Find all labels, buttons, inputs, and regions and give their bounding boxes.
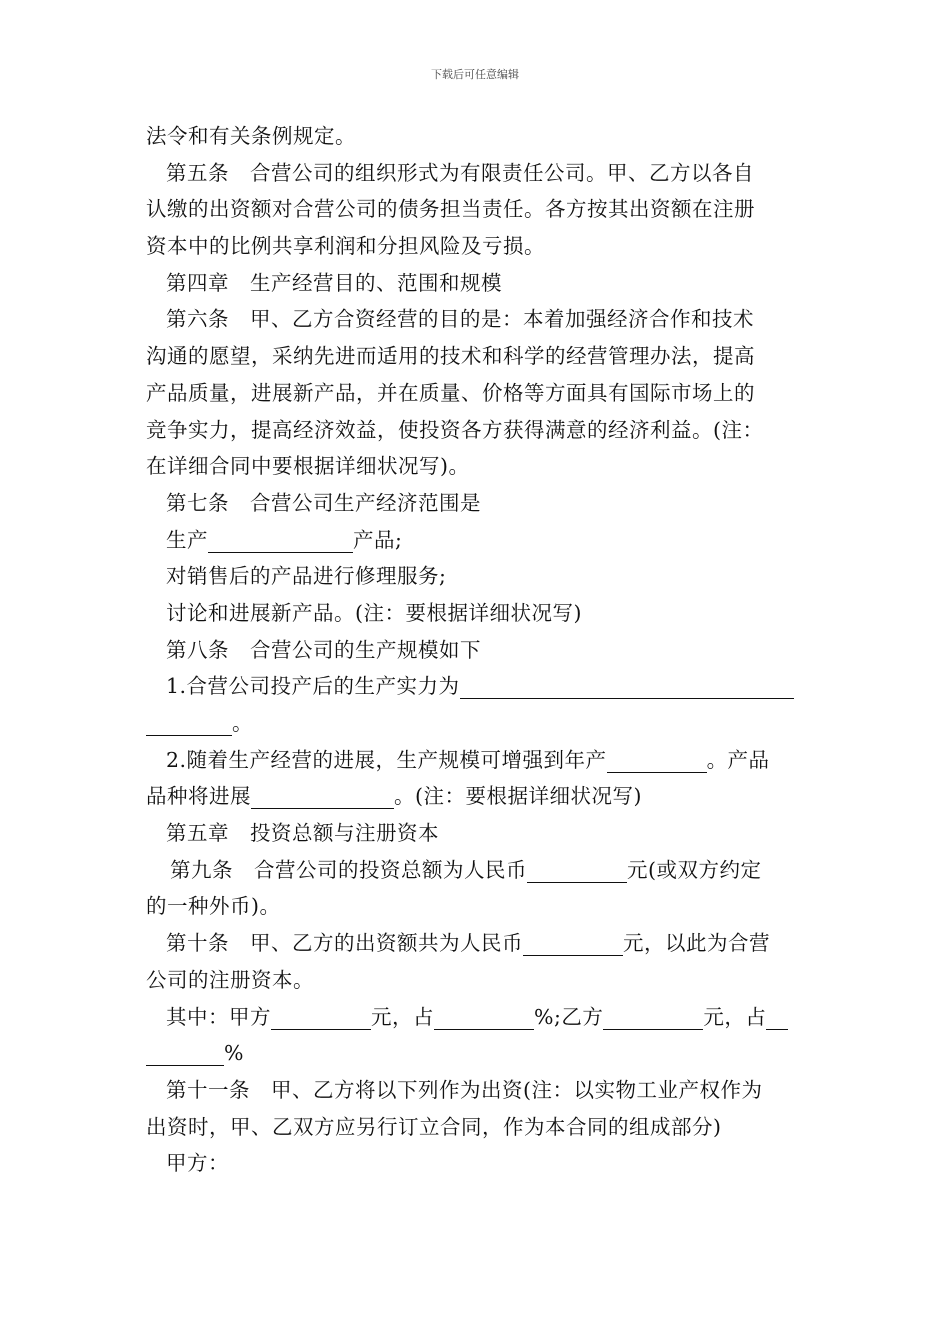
text-line: 法令和有关条例规定。 [146,124,356,148]
fill-blank[interactable] [766,1005,788,1030]
text-line: 甲方： [166,1151,229,1176]
article-5-line: 第五条 合营公司的组织形式为有限责任公司。甲、乙方以各自 [166,160,754,185]
text-span: 2.随着生产经营的进展，生产规模可增强到年产 [166,747,607,772]
text-line [146,999,810,1036]
fill-blank[interactable] [271,1005,371,1030]
article-8-line: 第八条 合营公司的生产规模如下 [166,637,481,662]
text-line: 讨论和进展新产品。(注：要根据详细状况写) [166,600,582,625]
text-line: 沟通的愿望，采纳先进而适用的技术和科学的经营管理办法，提高 [146,344,755,369]
text-line [146,778,810,815]
text-span: 。产品 [706,747,770,772]
text-span: 元，以此为合营 [623,931,770,956]
text-line: 对销售后的产品进行修理服务; [166,564,447,589]
text-line: 产品质量，进展新产品，并在质量、价格等方面具有国际市场上的 [146,380,755,405]
article-6-line: 第六条 甲、乙方合资经营的目的是：本着加强经济合作和技术 [166,307,754,332]
fill-blank[interactable] [146,1041,224,1066]
text-span: 元，占 [703,1004,767,1029]
text-span: 第九条 合营公司的投资总额为人民币 [170,857,527,882]
text-span: 生产 [166,527,208,552]
text-span: % [224,1041,244,1066]
fill-blank[interactable] [523,931,623,956]
text-line [146,1035,810,1072]
fill-blank[interactable] [146,711,232,736]
text-span: 产品; [353,527,403,552]
article-10-line [146,925,810,962]
text-span: 品种将进展 [146,784,251,809]
fill-blank[interactable] [434,1005,534,1030]
chapter-4-heading: 第四章 生产经营目的、范围和规模 [166,270,502,295]
text-line [146,742,810,779]
text-line: 公司的注册资本。 [146,967,314,992]
text-span: 其中：甲方 [166,1004,271,1029]
fill-blank[interactable] [460,674,794,699]
page-header: 下载后可任意编辑 [431,68,519,81]
text-span: 第十条 甲、乙方的出资额共为人民币 [166,931,523,956]
text-line: 认缴的出资额对合营公司的债务担当责任。各方按其出资额在注册 [146,197,755,222]
fill-blank[interactable] [607,748,707,773]
text-span: 元(或双方约定 [627,857,762,882]
text-span: 。 [232,711,253,735]
text-span: 元，占 [371,1004,434,1029]
text-line: 资本中的比例共享利润和分担风险及亏损。 [146,234,545,259]
text-line: 竞争实力，提高经济效益，使投资各方获得满意的经济利益。(注： [146,417,764,442]
text-line: 在详细合同中要根据详细状况写)。 [146,454,470,479]
text-line: 出资时，甲、乙双方应另行订立合同，作为本合同的组成部分) [146,1114,722,1139]
article-7-line: 第七条 合营公司生产经济范围是 [166,490,481,515]
text-line [146,705,810,742]
document-body [146,118,810,1182]
text-line: 的一种外币)。 [146,894,281,919]
fill-blank[interactable] [208,528,353,553]
text-span: 。(注：要根据详细状况写) [394,784,642,809]
article-9-line [146,852,810,889]
chapter-5-heading: 第五章 投资总额与注册资本 [166,821,439,846]
fill-blank[interactable] [527,858,627,883]
text-span: 1.合营公司投产后的生产实力为 [166,674,460,699]
fill-blank[interactable] [603,1005,703,1030]
text-line [146,668,810,705]
text-line [146,522,810,559]
fill-blank[interactable] [251,784,394,809]
article-11-line: 第十一条 甲、乙方将以下列作为出资(注：以实物工业产权作为 [166,1077,763,1102]
text-span: %;乙方 [534,1004,604,1029]
